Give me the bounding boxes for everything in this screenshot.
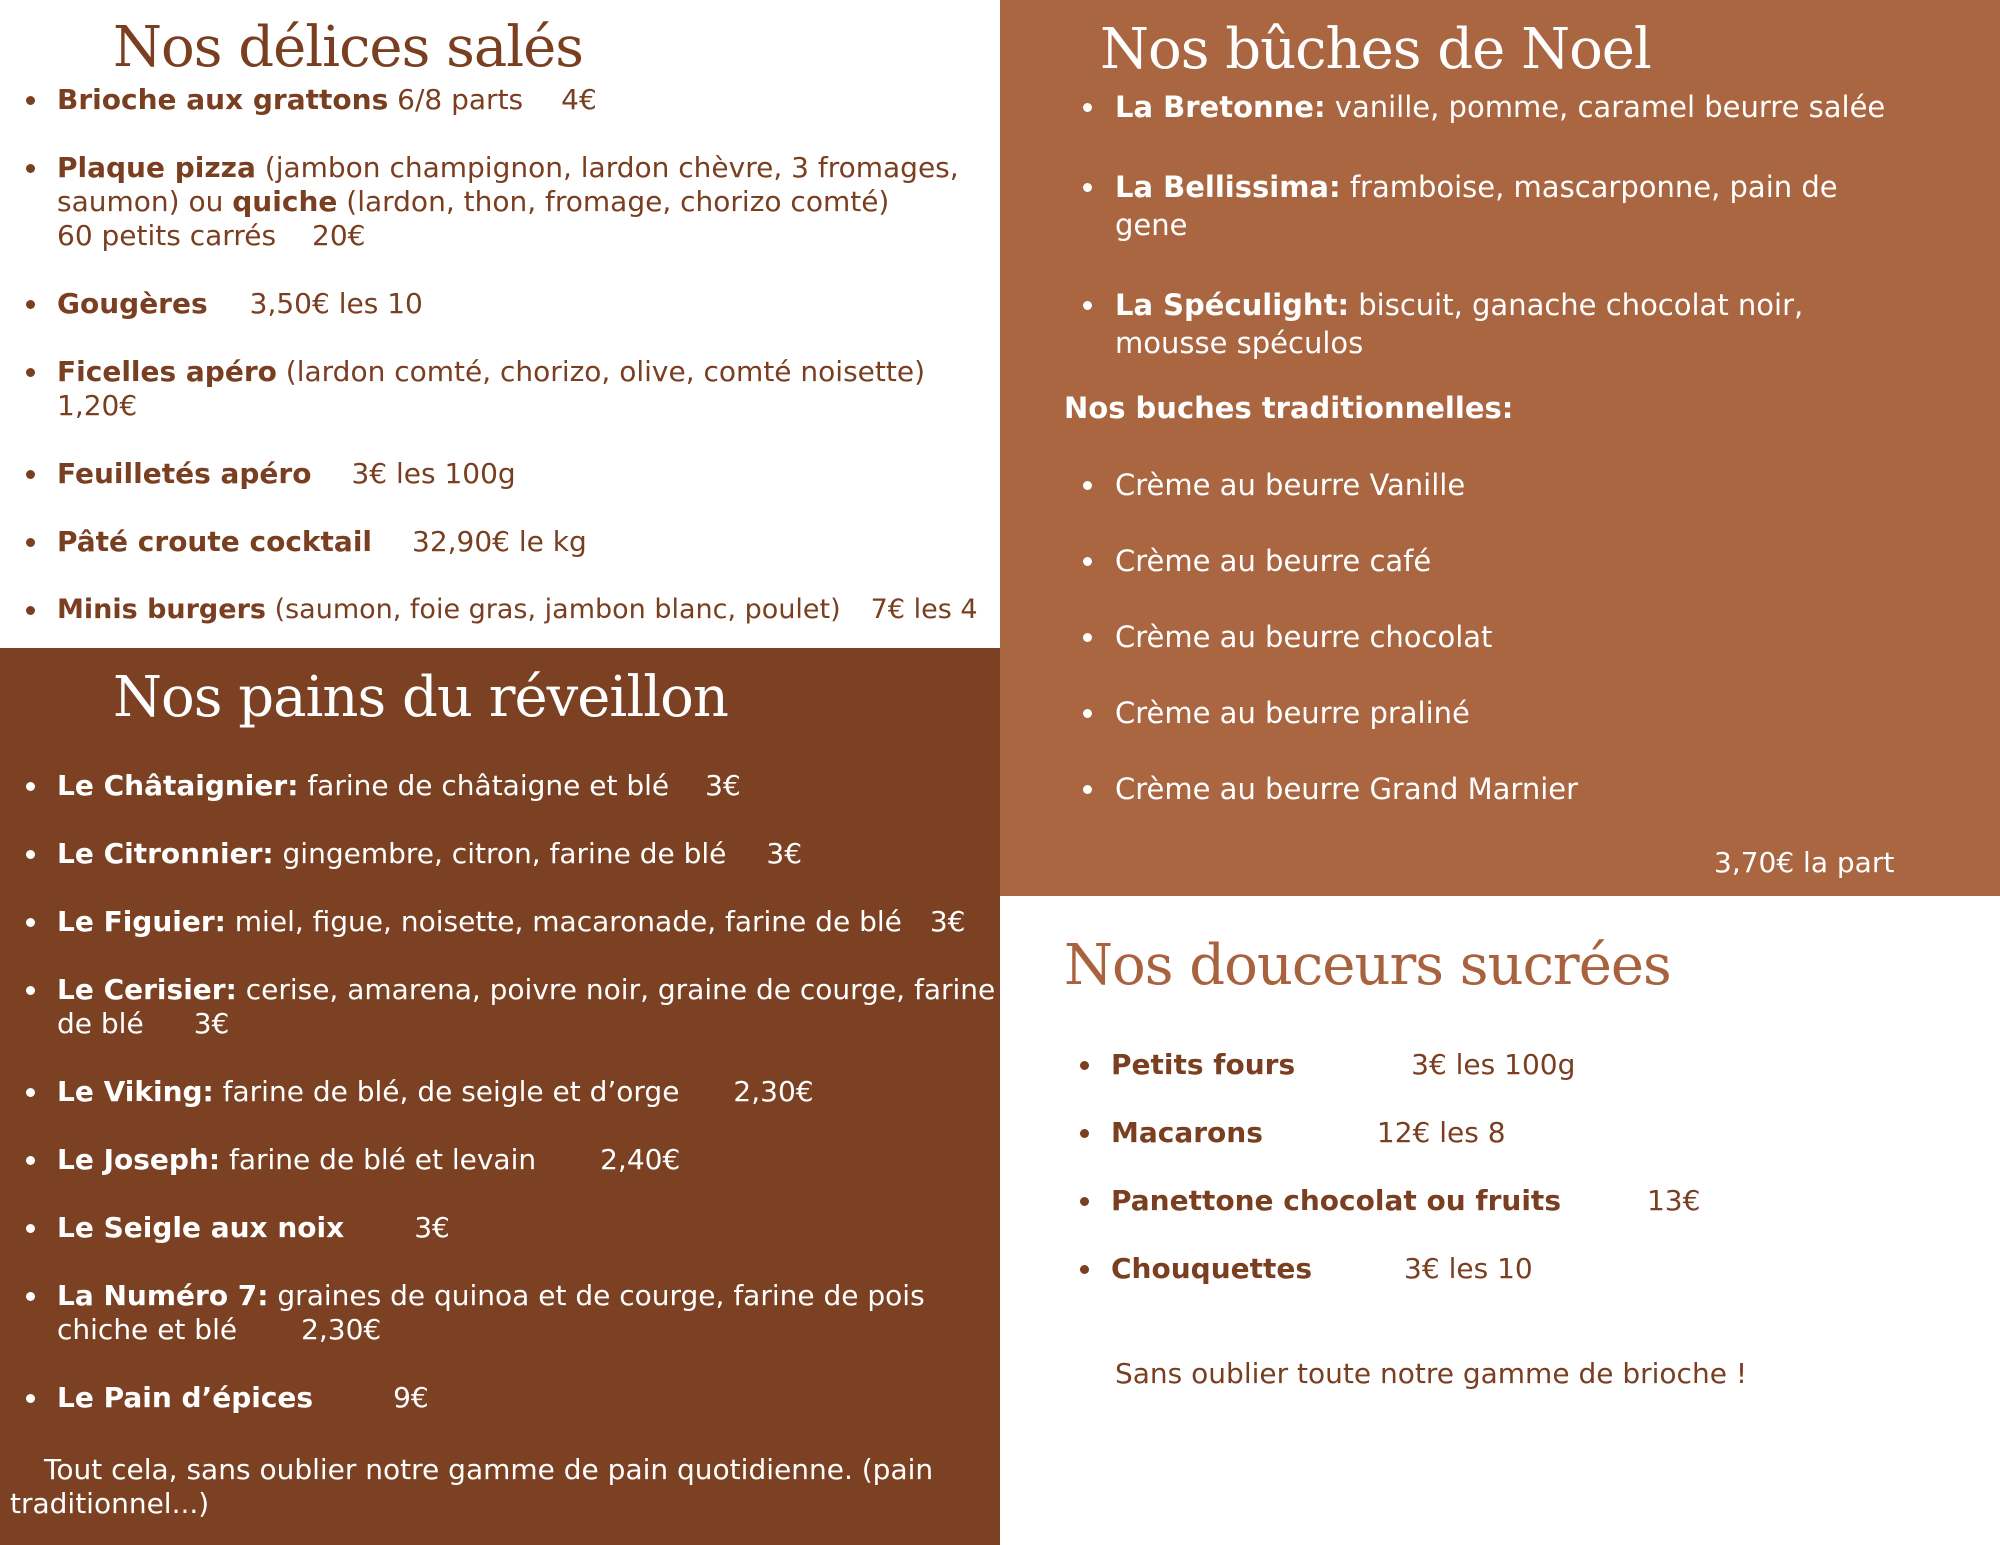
item-desc: farine de châtaigne et blé: [307, 769, 670, 802]
list-item: [0, 1381, 1000, 1415]
item-name: Le Citronnier:: [57, 837, 274, 870]
item-price: 9€: [393, 1381, 429, 1414]
pains-list: [0, 769, 1000, 1415]
item-name: quiche: [232, 185, 338, 218]
list-item: [0, 355, 1000, 423]
item-desc: de blé: [57, 1007, 144, 1040]
list-item: [0, 83, 1000, 117]
item-price: 3€: [705, 769, 741, 802]
item-name: Petits fours: [1111, 1048, 1296, 1081]
section-title-delices-sales: Nos délices salés: [113, 15, 584, 80]
buches-list: [1000, 88, 2000, 362]
item-name: Le Seigle aux noix: [57, 1211, 345, 1244]
list-item: [0, 1075, 1000, 1109]
item-desc: gene: [1115, 208, 1188, 242]
item-desc: (lardon comté, chorizo, olive, comté noisette): [285, 355, 925, 388]
trad-buches-list: [1000, 466, 2000, 808]
item-name: Le Figuier:: [57, 905, 226, 938]
item-desc: 6/8 parts: [397, 83, 524, 116]
item-name: Macarons: [1111, 1116, 1263, 1149]
list-item: [0, 837, 1000, 871]
list-item: [1000, 1116, 2000, 1150]
item-price: 13€: [1646, 1184, 1701, 1217]
item-price: 3€ les 100g: [1411, 1048, 1576, 1081]
item-price: 2,30€: [301, 1313, 382, 1346]
item-name: La Bretonne:: [1115, 90, 1326, 124]
item-name: Chouquettes: [1111, 1252, 1313, 1285]
item-desc: (jambon champignon, lardon chèvre, 3 fromages,: [264, 151, 959, 184]
douceurs-list: [1000, 1048, 2000, 1286]
panel-buches-noel: [1000, 0, 2000, 896]
item-name: Le Pain d’épices: [57, 1381, 314, 1414]
item-desc: farine de blé, de seigle et d’orge: [222, 1075, 680, 1108]
item-desc: chiche et blé: [57, 1313, 238, 1346]
item-desc: vanille, pomme, caramel beurre salée: [1334, 90, 1886, 124]
item-name: Brioche aux grattons: [57, 83, 389, 116]
item-name: Le Châtaignier:: [57, 769, 299, 802]
list-item: [1000, 1252, 2000, 1286]
list-item: [0, 525, 1000, 559]
item-name: Ficelles apéro: [57, 355, 277, 388]
item-name: Le Viking:: [57, 1075, 214, 1108]
list-item: [0, 593, 1000, 627]
item-desc: saumon) ou: [57, 185, 224, 218]
item-price: 12€ les 8: [1376, 1116, 1506, 1149]
item-desc: mousse spéculos: [1115, 326, 1364, 360]
item-desc: framboise, mascarponne, pain de: [1349, 170, 1838, 204]
list-item: [0, 973, 1000, 1041]
trad-price: 3,70€ la part: [1714, 846, 1895, 879]
list-item: [1000, 168, 2000, 244]
item-desc: farine de blé et levain: [228, 1143, 537, 1176]
item-price: 3€: [193, 1007, 230, 1040]
list-item: [1000, 1184, 2000, 1218]
item-desc: gingembre, citron, farine de blé: [282, 837, 727, 870]
item-name: Gougères: [57, 287, 208, 320]
item-desc: 60 petits carrés: [57, 219, 277, 252]
item-price: 2,40€: [600, 1143, 681, 1176]
section-title-pains-reveillon: Nos pains du réveillon: [113, 665, 728, 730]
list-item: [1000, 1048, 2000, 1082]
list-item: Crème au beurre chocolat: [1000, 618, 2000, 656]
item-price: 32,90€ le kg: [412, 525, 587, 558]
list-item: Crème au beurre praliné: [1000, 694, 2000, 732]
item-name: Minis burgers: [57, 594, 266, 625]
item-name: Plaque pizza: [57, 151, 256, 184]
item-name: La Numéro 7:: [57, 1279, 269, 1312]
pains-footer-note: Tout cela, sans oublier notre gamme de pain quotidienne. (pain traditionnel...): [10, 1453, 934, 1520]
item-price: 3€ les 100g: [351, 457, 516, 490]
item-price: 2,30€: [733, 1075, 814, 1108]
list-item: [0, 1211, 1000, 1245]
item-desc: biscuit, ganache chocolat noir,: [1358, 288, 1804, 322]
item-price: 3€: [929, 905, 966, 938]
item-name: Feuilletés apéro: [57, 457, 312, 490]
list-item: [0, 287, 1000, 321]
item-desc: miel, figue, noisette, macaronade, farine de blé: [234, 905, 902, 938]
panel-douceurs-sucrees: [1000, 896, 2000, 1545]
list-item: [0, 769, 1000, 803]
item-name: La Bellissima:: [1115, 170, 1341, 204]
item-price: 1,20€: [57, 389, 138, 422]
item-name: Le Joseph:: [57, 1143, 221, 1176]
item-desc: (lardon, thon, fromage, chorizo comté): [346, 185, 890, 218]
item-name: La Spéculight:: [1115, 288, 1350, 322]
douceurs-footer-note: Sans oublier toute notre gamme de brioche !: [1115, 1357, 1748, 1390]
item-price: 4€: [561, 83, 597, 116]
trad-heading: Nos buches traditionnelles:: [1064, 391, 1514, 425]
item-price: 3€ les 10: [1404, 1252, 1533, 1285]
item-desc: graines de quinoa et de courge, farine de pois: [277, 1279, 925, 1312]
item-price: 3,50€ les 10: [249, 287, 423, 320]
item-desc: cerise, amarena, poivre noir, graine de courge, farine: [245, 973, 996, 1006]
list-item: Crème au beurre Vanille: [1000, 466, 2000, 504]
list-item: [0, 905, 1000, 939]
list-item: [1000, 88, 2000, 126]
section-title-douceurs-sucrees: Nos douceurs sucrées: [1064, 933, 1671, 998]
list-item: [0, 1279, 1000, 1347]
list-item: [1000, 286, 2000, 362]
list-item: Crème au beurre Grand Marnier: [1000, 770, 2000, 808]
item-name: Le Cerisier:: [57, 973, 237, 1006]
item-price: 3€: [766, 837, 803, 870]
panel-pains-reveillon: [0, 648, 1000, 1545]
delices-sales-list: [0, 83, 1000, 627]
list-item: Crème au beurre café: [1000, 542, 2000, 580]
item-price: 3€: [414, 1211, 450, 1244]
list-item: [0, 151, 1000, 253]
list-item: [0, 1143, 1000, 1177]
section-title-buches-noel: Nos bûches de Noel: [1100, 17, 1651, 82]
item-name: Panettone chocolat ou fruits: [1111, 1184, 1561, 1217]
panel-delices-sales: [0, 0, 1000, 648]
item-price: 20€: [312, 219, 366, 252]
item-desc: (saumon, foie gras, jambon blanc, poulet): [274, 594, 841, 625]
item-price: 7€ les 4: [870, 594, 978, 625]
item-name: Pâté croute cocktail: [57, 525, 373, 558]
list-item: [0, 457, 1000, 491]
